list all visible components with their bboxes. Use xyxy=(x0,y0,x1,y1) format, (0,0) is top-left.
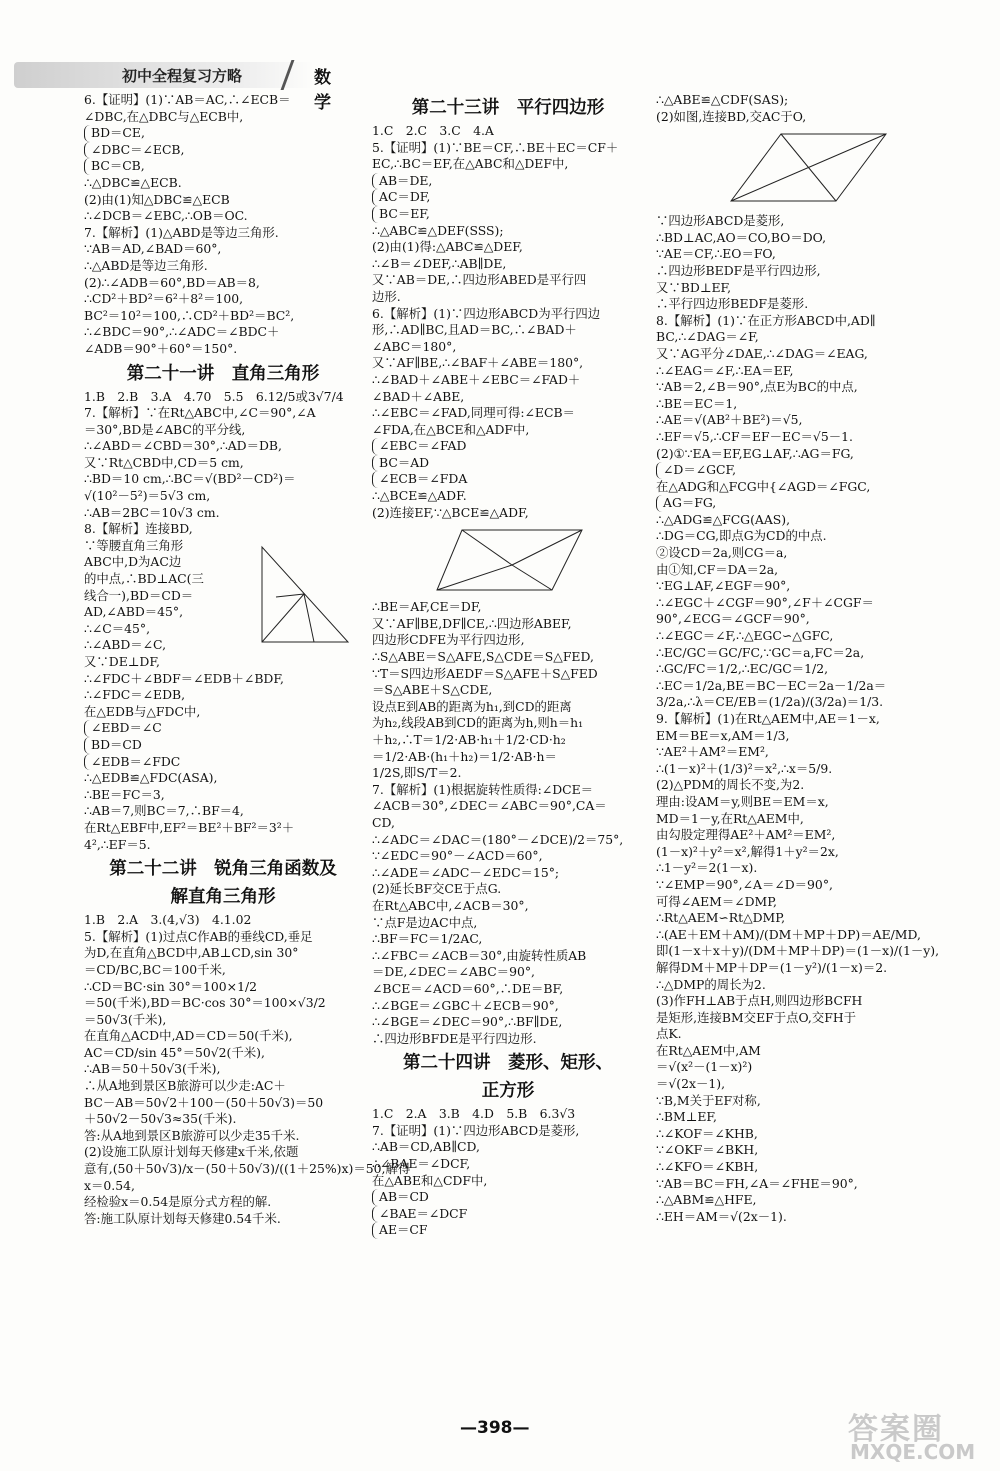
text-line: 形,∴AD∥BC,且AD＝BC,∴∠BAD＋ xyxy=(372,322,577,338)
figure-rhombus xyxy=(726,129,896,209)
text-line: 1.C 2.A 3.B 4.D 5.B 6.3√3 xyxy=(372,1106,576,1122)
text-line: ∴△ABD是等边三角形. xyxy=(84,257,208,273)
text-line: ∵AB＝AD,∠BAD＝60°, xyxy=(84,241,222,257)
text-line: 4²,∴EF＝5. xyxy=(84,836,151,852)
system-line: ∠EDB＝∠FDC xyxy=(84,754,362,771)
text-line: 由勾股定理得AE²＋AM²＝EM², xyxy=(656,827,836,843)
text-line: ∴AB＝2BC＝10√3 cm. xyxy=(84,504,220,520)
text-line: ∴BD⊥AC,AO＝CO,BO＝DO, xyxy=(656,229,827,245)
text-line: ∵点F是边AC中点, xyxy=(372,914,478,930)
text-line: BC－AB＝50√2＋100－(50＋50√3)＝50 xyxy=(84,1094,324,1110)
text-line: ∴∠ADC＝∠DAC＝(180°－∠DCE)/2＝75°, xyxy=(372,831,624,847)
text-line: ∴∠C＝45°, xyxy=(84,620,151,636)
text-line: ∴△BCE≌△ADF. xyxy=(372,488,467,504)
text-line: 可得∠AEM＝∠DMP, xyxy=(656,893,778,909)
text-line: 由①知,CF＝DA＝2a, xyxy=(656,561,779,577)
text-line: ∴∠FDC＋∠BDF＝∠EDB＋∠BDF, xyxy=(84,670,284,686)
system-line: ∠EBD＝∠C xyxy=(84,720,362,737)
text-line: ∴BE＝FC＝3, xyxy=(84,786,165,802)
text-line: ∴BE＝EC＝1, xyxy=(656,395,738,411)
text-line: ABC中,D为AC边 xyxy=(84,554,182,570)
text-line: 又∵BD⊥EF, xyxy=(656,279,732,295)
text-line: ∴AB＝CD,AB∥CD, xyxy=(372,1139,480,1155)
text-line: ∴∠B＝∠DEF,∴AB∥DE, xyxy=(372,255,507,271)
text-line: ∴△ABM≌△HFE, xyxy=(656,1192,757,1208)
text-line: 理由:设AM＝y,则BE＝EM＝x, xyxy=(656,793,829,809)
text-line: ∴∠BGE＝∠DEC＝90°,∴BF∥DE, xyxy=(372,1014,563,1030)
text-line: ∴AB＝50＋50√3(千米), xyxy=(84,1061,221,1077)
text-line: ∴BE＝AF,CE＝DF, xyxy=(372,599,482,615)
system-line: BC＝AD xyxy=(372,455,644,472)
text-line: ∴BF＝FC＝1/2AC, xyxy=(372,931,483,947)
text-line: ∴(AE＋EM＋AM)/(DM＋MP＋DP)＝AE/MD, xyxy=(656,926,921,942)
text-line: ∴S△ABE＝S△AFE,S△CDE＝S△FED, xyxy=(372,649,594,665)
watermark-logo: 答案圈 xyxy=(848,1412,944,1447)
system-line: AB＝CD xyxy=(372,1189,644,1206)
section-title: 第二十二讲 锐角三角函数及 xyxy=(109,859,337,880)
text-line: ∵∠EMP＝90°,∠A＝∠D＝90°, xyxy=(656,876,833,892)
text-line: 7.【解析】(1)根据旋转性质得:∠DCE＝ xyxy=(372,781,594,797)
text-line: ∴△DBC≌△ECB. xyxy=(84,174,182,190)
text-line: 在△ABE和△CDF中, xyxy=(372,1172,488,1188)
text-line: 3/2a,∴λ＝CE/EB＝(1/2a)/(3/2a)＝1/3. xyxy=(656,694,884,710)
watermark-site: MXQE.COM xyxy=(850,1440,976,1464)
text-line: ∵B,M关于EF对称, xyxy=(656,1092,761,1108)
system-line: ∠BAE＝∠DCF xyxy=(372,1206,644,1223)
text-line: ∠ACB＝30°,∠DEC＝∠ABC＝90°,CA＝ xyxy=(372,798,607,814)
text-line: 点K. xyxy=(656,1026,682,1042)
text-line: ＋50√2－50√3≈35(千米). xyxy=(84,1111,237,1127)
text-line: ∴1－y²＝2(1－x). xyxy=(656,860,758,876)
text-line: 答:施工队原计划每天修建0.54千米. xyxy=(84,1210,281,1226)
text-line: ＝√(x²－(1－x)²) xyxy=(656,1059,753,1075)
text-line: 在直角△ACD中,AD＝CD＝50(千米), xyxy=(84,1028,293,1044)
text-line: 在△ADG和△FCG中{∠AGD＝∠FGC, xyxy=(656,478,871,494)
text-line: ∴AE＝√(AB²＋BE²)＝√5, xyxy=(656,412,803,428)
text-line: 1.C 2.C 3.C 4.A xyxy=(372,123,494,138)
section-title: 第二十四讲 菱形、矩形、 xyxy=(403,1053,613,1074)
text-line: ＋h₂,∴T＝1/2·AB·h₁＋1/2·CD·h₂ xyxy=(372,732,566,747)
text-line: 在△EDB与△FDC中, xyxy=(84,703,201,719)
text-line: ∴△DMP的周长为2. xyxy=(656,976,766,992)
system-line: ∠ECB＝∠FDA xyxy=(372,471,644,488)
section-title: 正方形 xyxy=(481,1081,535,1102)
figure-parallelogram xyxy=(432,525,592,595)
page-number: —398— xyxy=(460,1418,530,1438)
text-line: 即(1－x＋x＋y)/(DM＋MP＋DP)＝(1－x)/(1－y), xyxy=(656,943,940,959)
text-line: ＝30°,BD是∠ABC的平分线, xyxy=(84,421,246,437)
text-line: ∴EC＝1/2a,BE＝BC－EC＝2a－1/2a＝ xyxy=(656,677,887,693)
text-line: AD,∠ABD＝45°, xyxy=(84,604,184,620)
text-line: (2)设施工队原计划每天修建x千米,依题 xyxy=(84,1144,299,1160)
text-line: ∴∠DCB＝∠EBC,∴OB＝OC. xyxy=(84,208,248,224)
text-line: ∴∠BDC＝90°,∴∠ADC＝∠BDC＋ xyxy=(84,324,280,340)
text-line: ∴∠BGE＝∠GBC＋∠ECB＝90°, xyxy=(372,997,559,1013)
text-line: ∴∠KFO＝∠KBH, xyxy=(656,1159,759,1175)
system-line: BC＝CB, xyxy=(84,158,362,175)
text-line: ∴∠BAD＋∠ABE＋∠EBC＝∠FAD＋ xyxy=(372,371,581,387)
text-line: 6.【解析】(1)∵四边形ABCD为平行四边 xyxy=(372,305,601,321)
text-line: 在Rt△AEM中,AM xyxy=(656,1042,761,1058)
text-line: (2)连接EF,∵△BCE≌△ADF, xyxy=(372,504,529,520)
book-title: 初中全程复习方略 xyxy=(122,67,243,85)
system-line: AG＝FG, xyxy=(656,495,946,512)
text-line: ∵∠OKF＝∠BKH, xyxy=(656,1142,759,1158)
text-line: ∠BAD＋∠ABE, xyxy=(372,388,465,404)
text-line: 四边形CDFE为平行四边形, xyxy=(372,632,525,648)
section-title: 第二十三讲 平行四边形 xyxy=(411,98,605,118)
text-line: 又∵Rt△CBD中,CD＝5 cm, xyxy=(84,454,244,470)
text-line: ∠DBC,在△DBC与△ECB中, xyxy=(84,108,244,124)
text-line: ②设CD＝2a,则CG＝a, xyxy=(656,545,788,561)
text-line: 5.【证明】(1)∵BE＝CF,∴BE＋EC＝CF＋ xyxy=(372,139,619,155)
text-line: ∵AE²＋AM²＝EM², xyxy=(656,744,769,760)
text-line: 又∵AF∥BE,∴∠BAF＋∠ABE＝180°, xyxy=(372,355,584,371)
text-line: ∴四边形BEDF是平行四边形, xyxy=(656,262,821,278)
text-line: 边形. xyxy=(372,288,401,304)
subject-label: 数学 xyxy=(314,68,331,113)
text-line: ∠BCE＝∠ACD＝60°,∴DE＝BF, xyxy=(372,980,564,996)
text-line: √(10²－5²)＝5√3 cm, xyxy=(84,488,211,504)
text-line: 6.【证明】(1)∵AB＝AC,∴∠ECB＝ xyxy=(84,92,291,107)
text-line: ∴CD＝BC·sin 30°＝100×1/2 xyxy=(84,978,258,994)
text-line: ∠ADB＝90°＋60°＝150°. xyxy=(84,340,238,356)
text-line: 1.B 2.B 3.A 4.70 5.5 6.12/5或3√7/4 xyxy=(84,388,344,404)
text-line: ∠ABC＝180°, xyxy=(372,338,457,354)
text-line: ∴∠EBC＝∠FAD,同理可得:∠ECB＝ xyxy=(372,405,575,421)
system-line: BD＝CD xyxy=(84,737,362,754)
text-line: (1－x)²＋y²＝x²,解得1＋y²＝2x, xyxy=(656,843,839,859)
text-line: ∴∠BAE＝∠DCF, xyxy=(372,1156,471,1172)
text-line: ＝CD/BC,BC＝100千米, xyxy=(84,961,226,977)
text-line: ∵AB＝BC＝FH,∠A＝∠FHE＝90°, xyxy=(656,1175,858,1191)
text-line: (2)△PDM的周长不变,为2. xyxy=(656,777,805,793)
text-line: (2)由(1)得:△ABC≌△DEF, xyxy=(372,239,523,255)
text-line: EC,∴BC＝EF,在△ABC和△DEF中, xyxy=(372,156,569,172)
system-line: AC＝DF, xyxy=(372,189,644,206)
text-line: 意有,(50＋50√3)/x－(50＋50√3)/((1＋25%)x)＝50,解得 xyxy=(84,1161,411,1177)
text-line: 7.【解析】(1)△ABD是等边三角形. xyxy=(84,224,279,240)
text-line: x＝0.54, xyxy=(84,1177,135,1193)
text-line: ∴∠ABD＝∠CBD＝30°,∴AD＝DB, xyxy=(84,438,282,454)
text-line: ∴∠FDC＝∠EDB, xyxy=(84,687,186,703)
text-line: 8.【解析】连接BD, xyxy=(84,521,193,537)
text-line: 为D,在直角△BCD中,AB⊥CD,sin 30° xyxy=(84,945,299,961)
text-line: 又∵AF∥BE,DF∥CE,∴四边形ABEF, xyxy=(372,615,572,631)
text-line: ＝50√3(千米), xyxy=(84,1011,167,1027)
text-line: ∴BD＝10 cm,∴BC＝√(BD²－CD²)＝ xyxy=(84,471,296,487)
text-line: ∴∠EGC＋∠CGF＝90°,∠F＋∠CGF＝ xyxy=(656,594,874,610)
text-line: 在Rt△EBF中,EF²＝BE²＋BF²＝3²＋ xyxy=(84,819,295,835)
text-line: ∵EG⊥AF,∠EGF＝90°, xyxy=(656,578,791,594)
text-line: ∴Rt△AEM∽Rt△DMP, xyxy=(656,910,786,926)
text-line: ∵等腰直角三角形 xyxy=(84,537,184,553)
text-line: BC²＝10²＝100,∴CD²＋BD²＝BC², xyxy=(84,307,295,323)
text-line: ∴△EDB≌△FDC(ASA), xyxy=(84,770,218,786)
text-line: ∴GC/FC＝1/2,∴EC/GC＝1/2, xyxy=(656,661,829,677)
text-line: 答:从A地到景区B旅游可以少走35千米. xyxy=(84,1127,300,1143)
text-line: ∴EH＝AM＝√(2x－1). xyxy=(656,1208,787,1224)
text-line: ∠FDA,在△BCE和△ADF中, xyxy=(372,421,530,437)
text-line: (2)由(1)知△DBC≌△ECB xyxy=(84,191,230,207)
text-line: ＝50(千米),BD＝BC·cos 30°＝100×√3/2 xyxy=(84,995,326,1011)
text-line: (2)如图,连接BD,交AC于O, xyxy=(656,108,807,124)
text-line: 为h₂,线段AB到CD的距离为h,则h＝h₁ xyxy=(372,715,584,731)
text-line: 设点E到AB的距离为h₁,到CD的距离 xyxy=(372,698,572,714)
text-line: 又∵AG平分∠DAE,∴∠DAG＝∠EAG, xyxy=(656,345,868,361)
text-line: (2)延长BF交CE于点G. xyxy=(372,881,502,897)
text-line: ∴△ABE≌△CDF(SAS); xyxy=(656,92,789,107)
text-line: 8.【解析】(1)∵在正方形ABCD中,AD∥ xyxy=(656,312,876,328)
text-line: (2)∴∠ADB＝60°,BD＝AB＝8, xyxy=(84,274,260,290)
system-line: BC＝EF, xyxy=(372,206,644,223)
text-line: ∵T＝S四边形AEDF＝S△AFE＋S△FED xyxy=(372,665,598,681)
section-title: 解直角三角形 xyxy=(170,887,276,908)
text-line: (3)作FH⊥AB于点H,则四边形BCFH xyxy=(656,993,863,1009)
text-line: 90°,∠ECG＝∠GCF＝90°, xyxy=(656,611,810,627)
system-line: AB＝DE, xyxy=(372,173,644,190)
text-line: 又∵AB＝DE,∴四边形ABED是平行四 xyxy=(372,272,587,288)
figure-right-triangle xyxy=(254,542,354,652)
text-line: ∴EF＝√5,∴CF＝EF－EC＝√5－1. xyxy=(656,428,853,444)
text-line: ＝√(2x－1), xyxy=(656,1076,726,1092)
text-line: ∴AB＝7,则BC＝7,∴BF＝4, xyxy=(84,803,244,819)
text-line: ∵∠EDC＝90°－∠ACD＝60°, xyxy=(372,848,543,864)
text-line: ∴CD²＋BD²＝6²＋8²＝100, xyxy=(84,291,244,307)
text-line: 是矩形,连接BM交EF于点O,交FH于 xyxy=(656,1009,857,1025)
column-middle xyxy=(372,92,644,1239)
text-line: ∴BM⊥EF, xyxy=(656,1109,717,1125)
column-right xyxy=(656,92,946,1225)
text-line: 解得DM＋MP＋DP＝(1－y²)/(1－x)＝2. xyxy=(656,959,888,975)
text-line: ＝DE,∠DEC＝∠ABC＝90°, xyxy=(372,964,535,980)
text-line: CD, xyxy=(372,814,395,830)
text-line: ∵AE＝CF,∴EO＝FO, xyxy=(656,246,776,262)
system-line: ∠EBC＝∠FAD xyxy=(372,438,644,455)
text-line: ∴DG＝CG,即点G为CD的中点. xyxy=(656,528,827,544)
text-line: MD＝1－y,在Rt△AEM中, xyxy=(656,810,804,826)
section-title: 第二十一讲 直角三角形 xyxy=(126,363,320,384)
text-line: AC＝CD/sin 45°＝50√2(千米), xyxy=(84,1044,265,1060)
text-line: ∴∠ABD＝∠C, xyxy=(84,637,167,653)
text-line: ∴四边形BFDE是平行四边形. xyxy=(372,1030,537,1046)
text-line: 经检验x＝0.54是原分式方程的解. xyxy=(84,1194,272,1210)
text-line: ∴△ABC≌△DEF(SSS); xyxy=(372,222,504,238)
system-line: ∠D＝∠GCF, xyxy=(656,462,946,479)
system-line: AE＝CF xyxy=(372,1222,644,1239)
system-line: BD＝CE, xyxy=(84,125,362,142)
text-line: ∴∠KOF＝∠KHB, xyxy=(656,1125,758,1141)
text-line: ＝S△ABE＋S△CDE, xyxy=(372,682,493,698)
text-line: 1/2S,即S/T＝2. xyxy=(372,765,462,781)
text-line: ∴∠FBC＝∠ACB＝30°,由旋转性质AB xyxy=(372,947,587,963)
text-line: ∴EC/GC＝GC/FC,∵GC＝a,FC＝2a, xyxy=(656,644,865,660)
text-line: ∴∠ADE＝∠ADC－∠EDC＝15°; xyxy=(372,864,560,880)
text-line: 又∵DE⊥DF, xyxy=(84,654,160,669)
text-line: 9.【解析】(1)在Rt△AEM中,AE＝1－x, xyxy=(656,711,880,726)
text-line: 7.【解析】∵在Rt△ABC中,∠C＝90°,∠A xyxy=(84,405,316,421)
text-line: ∵AB＝2,∠B＝90°,点E为BC的中点, xyxy=(656,379,858,395)
text-line: ∴△ADG≌△FCG(AAS), xyxy=(656,511,791,527)
header-divider xyxy=(281,60,295,90)
text-line: 的中点,∴BD⊥AC(三 xyxy=(84,571,204,587)
text-line: 在Rt△ABC中,∠ACB＝30°, xyxy=(372,897,529,913)
text-line: ∴∠EGC＝∠F,∴△EGC∽△GFC, xyxy=(656,628,834,644)
text-line: ＝1/2·AB·(h₁＋h₂)＝1/2·AB·h＝ xyxy=(372,748,557,764)
text-line: 7.【证明】(1)∵四边形ABCD是菱形, xyxy=(372,1122,580,1138)
text-line: ∴平行四边形BEDF是菱形. xyxy=(656,296,809,312)
text-line: 1.B 2.A 3.(4,√3) 4.1.02 xyxy=(84,912,252,928)
text-line: 线合一),BD＝CD＝ xyxy=(84,587,194,603)
text-line: ∴(1－x)²＋(1/3)²＝x²,∴x＝5/9. xyxy=(656,760,833,776)
text-line: EM＝BE＝x,AM＝1/3, xyxy=(656,727,790,743)
text-line: ∴∠EAG＝∠F,∴EA＝EF, xyxy=(656,362,794,378)
text-line: ∵四边形ABCD是菱形, xyxy=(656,213,785,229)
text-line: (2)①∵EA＝EF,EG⊥AF,∴AG＝FG, xyxy=(656,445,854,461)
text-line: ∴从A地到景区B旅游可以少走:AC＋ xyxy=(84,1078,286,1094)
system-line: ∠DBC＝∠ECB, xyxy=(84,142,362,159)
text-line: 5.【解析】(1)过点C作AB的垂线CD,垂足 xyxy=(84,928,313,944)
text-line: BC,∴∠DAG＝∠F, xyxy=(656,329,759,345)
